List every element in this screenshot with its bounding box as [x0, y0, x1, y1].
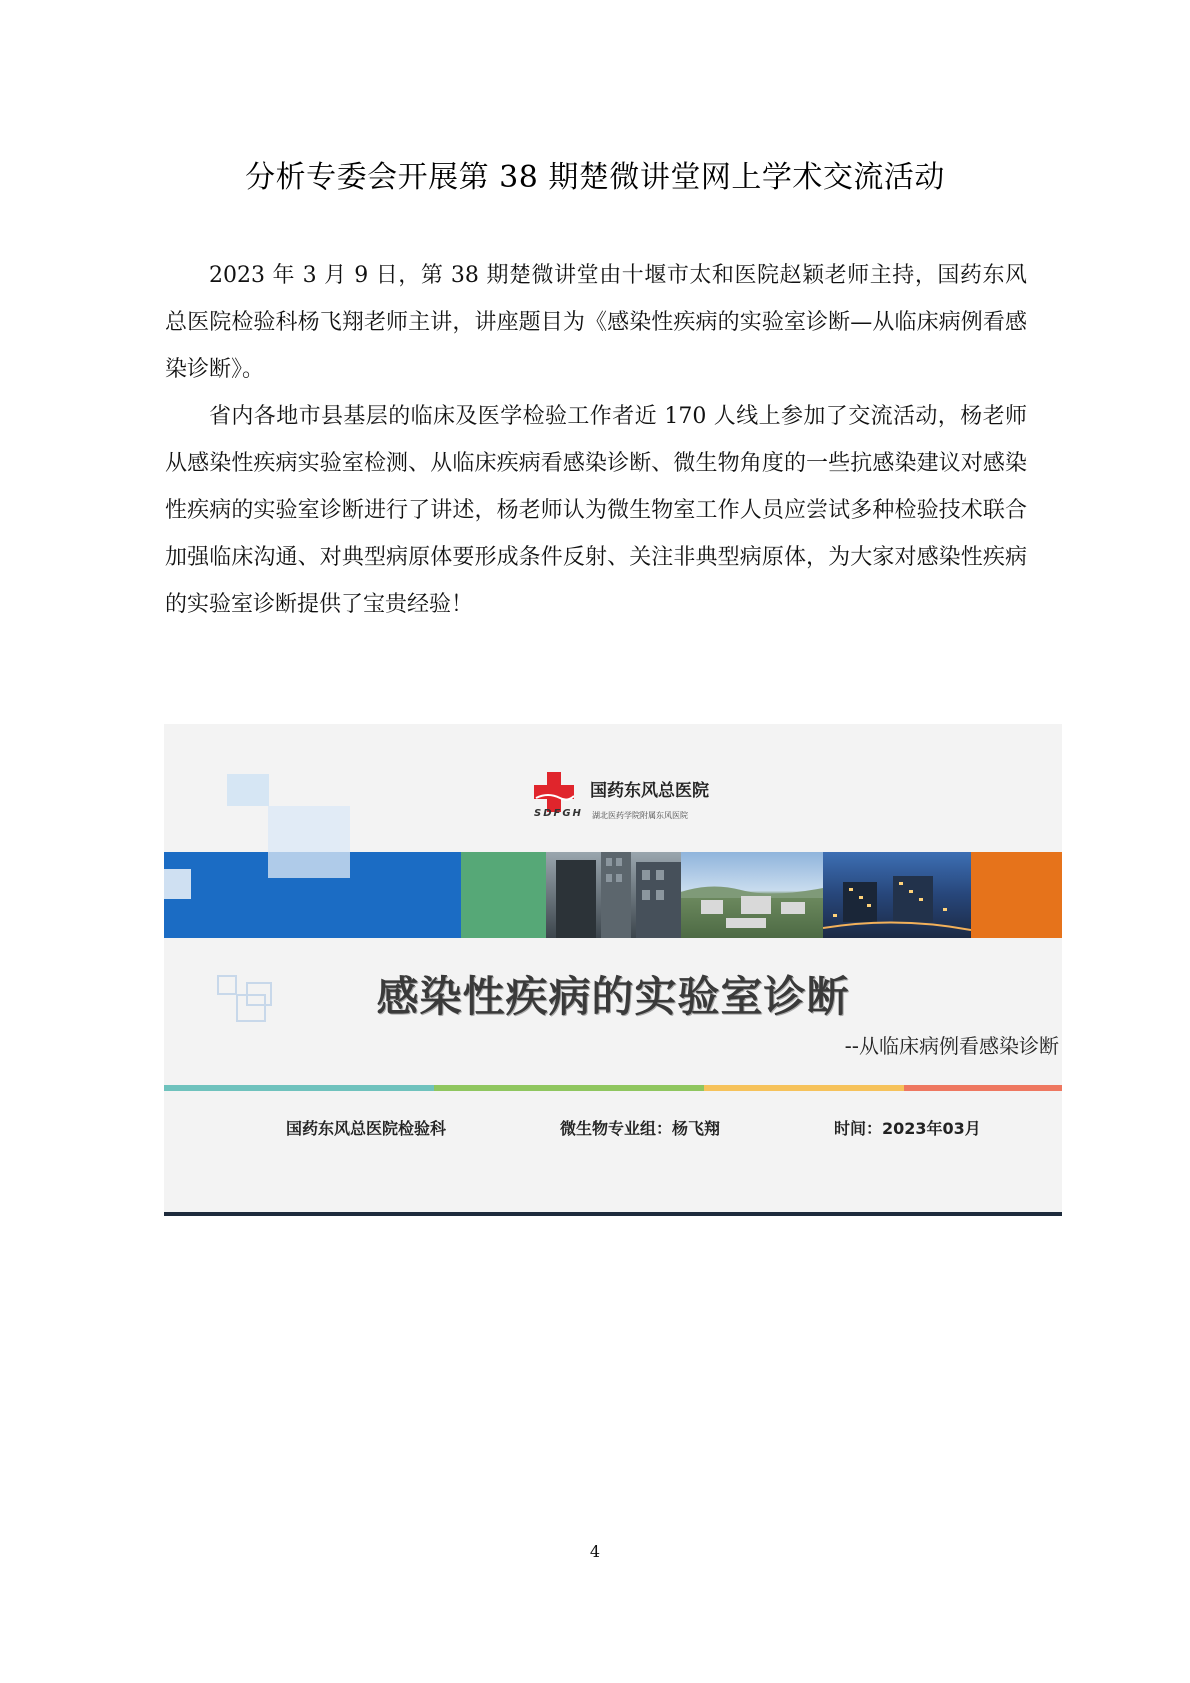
- hospital-logo-subtitle: 湖北医药学院附属东风医院: [592, 811, 688, 820]
- slide-department: 国药东风总医院检验科: [286, 1119, 447, 1138]
- green-band: [461, 852, 546, 938]
- slide-bottom-line: [164, 1212, 1062, 1216]
- stripe-teal: [164, 1085, 434, 1091]
- hospital-photo-building: [546, 852, 681, 938]
- orange-band: [971, 852, 1062, 938]
- paragraph: 2023 年 3 月 9 日，第 38 期楚微讲堂由十堰市太和医院赵颖老师主持，国药东风总医院检验科杨飞翔老师主讲，讲座题目为《感染性疾病的实验室诊断—从临床病例看感染诊断》。: [165, 263, 1027, 382]
- decor-square: [268, 806, 350, 852]
- article-title: 分析专委会开展第 38 期楚微讲堂网上学术交流活动: [245, 160, 945, 195]
- lecture-slide-image: [164, 724, 1062, 1216]
- stripe-green: [434, 1085, 704, 1091]
- slide-subtitle: --从临床病例看感染诊断: [844, 1034, 1059, 1058]
- page-number: 4: [589, 1542, 601, 1561]
- hospital-photo-aerial-night: [823, 852, 971, 938]
- decor-square: [227, 774, 269, 806]
- paragraph: 省内各地市县基层的临床及医学检验工作者近 170 人线上参加了交流活动，杨老师从感染性疾病实验室检测、从临床疾病看感染诊断、微生物角度的一些抗感染建议对感染性疾病的实验室诊断进行了讲述，杨老师认为微生物室工作人员应尝试多种检验技术联合加强临床沟通、对典型病原体要形成条件反射、关注非典型病原体，为大家对感染性疾病的实验室诊断提供了宝贵经验！: [165, 404, 1027, 617]
- decor-square: [268, 852, 350, 878]
- slide-title: 感染性疾病的实验室诊断: [376, 972, 850, 1021]
- hospital-photo-aerial-day: [681, 852, 823, 938]
- red-cross-icon: [534, 772, 574, 812]
- decor-square: [164, 869, 191, 899]
- hospital-logo-name: 国药东风总医院: [590, 781, 709, 801]
- slide-presenter: 微生物专业组：杨飞翔: [560, 1119, 721, 1138]
- article-body: [165, 252, 1027, 628]
- hospital-logo-abbr: SDFGH: [534, 808, 583, 819]
- slide-date: 时间：2023年03月: [834, 1119, 981, 1138]
- stripe-red: [904, 1085, 1062, 1091]
- stripe-yellow: [704, 1085, 904, 1091]
